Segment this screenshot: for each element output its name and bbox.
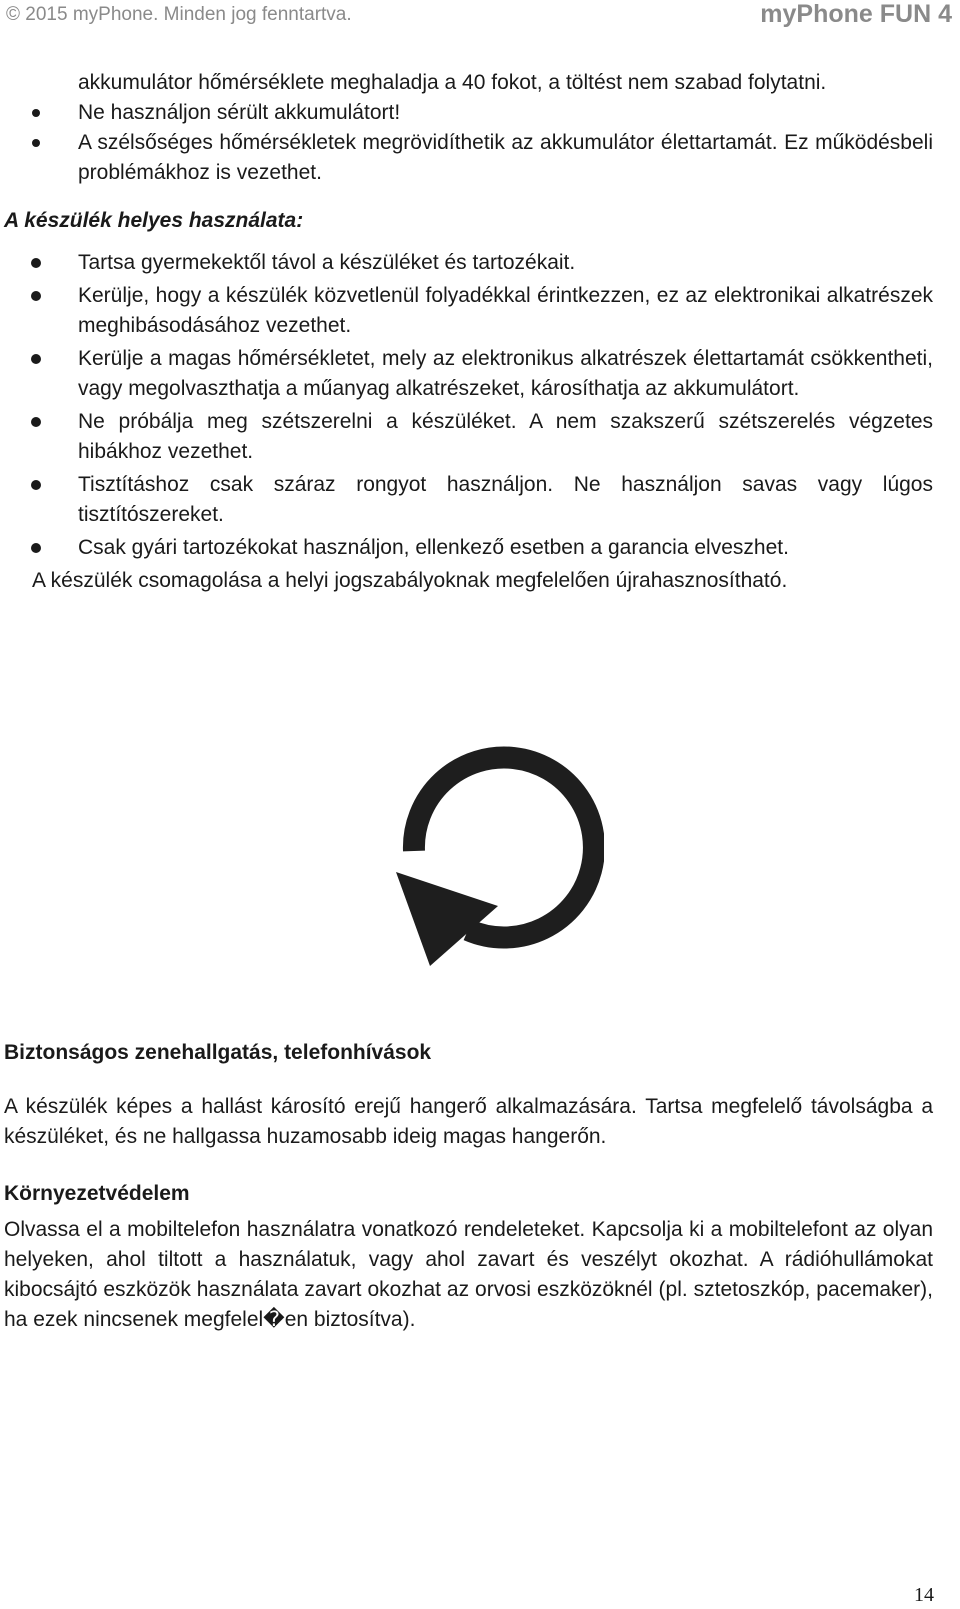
list-item: Kerülje, hogy a készülék közvetlenül folyadékkal érintkezzen, ez az elektronikai alkatrészek meghibásodásához vezethet. bbox=[4, 281, 933, 341]
list-item: Ne próbálja meg szétszerelni a készüléket. A nem szakszerű szétszerelés végzetes hibákhoz vezethet. bbox=[4, 407, 933, 467]
battery-continuation: akkumulátor hőmérséklete meghaladja a 40 fokot, a töltést nem szabad folytatni. bbox=[78, 71, 827, 94]
brand-title: myPhone FUN 4 bbox=[760, 0, 952, 28]
music-heading: Biztonságos zenehallgatás, telefonhívások bbox=[4, 1041, 432, 1064]
list-item: Tisztításhoz csak száraz rongyot használjon. Ne használjon savas vagy lúgos tisztítószereket. bbox=[4, 470, 933, 530]
usage-bullet-list bbox=[4, 248, 933, 563]
music-body: A készülék képes a hallást károsító erejű hangerő alkalmazására. Tartsa megfelelő távolságba a készüléket, és ne hallgassa huzamosabb ideig magas hangerőn. bbox=[4, 1095, 933, 1148]
page-number: 14 bbox=[914, 1584, 934, 1606]
music-section bbox=[4, 1038, 933, 1152]
copyright-notice: © 2015 myPhone. Minden jog fenntartva. bbox=[6, 4, 352, 25]
recycle-arrow-icon bbox=[376, 716, 604, 968]
usage-heading: A készülék helyes használata: bbox=[4, 209, 304, 232]
page-header bbox=[0, 0, 960, 30]
list-item: Kerülje a magas hőmérsékletet, mely az elektronikus alkatrészek élettartamát csökkentheti, vagy megolvaszthatja a műanyag alkatrészeket, károsíthatja az akkumulátort. bbox=[4, 344, 933, 404]
battery-bullet-list bbox=[4, 98, 933, 188]
list-item: Csak gyári tartozékokat használjon, ellenkező esetben a garancia elveszhet. bbox=[4, 533, 933, 563]
environment-heading: Környezetvédelem bbox=[4, 1182, 190, 1205]
recycle-note: A készülék csomagolása a helyi jogszabályoknak megfelelően újrahasznosítható. bbox=[32, 569, 788, 592]
main-content bbox=[4, 68, 933, 596]
list-item: A szélsőséges hőmérsékletek megrövidíthetik az akkumulátor élettartamát. Ez működésbeli problémákhoz is vezethet. bbox=[4, 128, 933, 188]
list-item: Tartsa gyermekektől távol a készüléket és tartozékait. bbox=[4, 248, 933, 278]
environment-body: Olvassa el a mobiltelefon használatra vonatkozó rendeleteket. Kapcsolja ki a mobiltelefont az olyan helyeken, ahol tiltott a használatuk, vagy ahol zavart és veszélyt okozhat. A rádióhullámokat kibocsájtó eszközök használata zavart okozhat az orvosi eszközöknél (pl. sztetoszkóp, pacemaker), ha ezek nincsenek megfelel�en biztosítva). bbox=[4, 1218, 933, 1331]
list-item: Ne használjon sérült akkumulátort! bbox=[4, 98, 933, 128]
environment-section bbox=[4, 1179, 933, 1335]
